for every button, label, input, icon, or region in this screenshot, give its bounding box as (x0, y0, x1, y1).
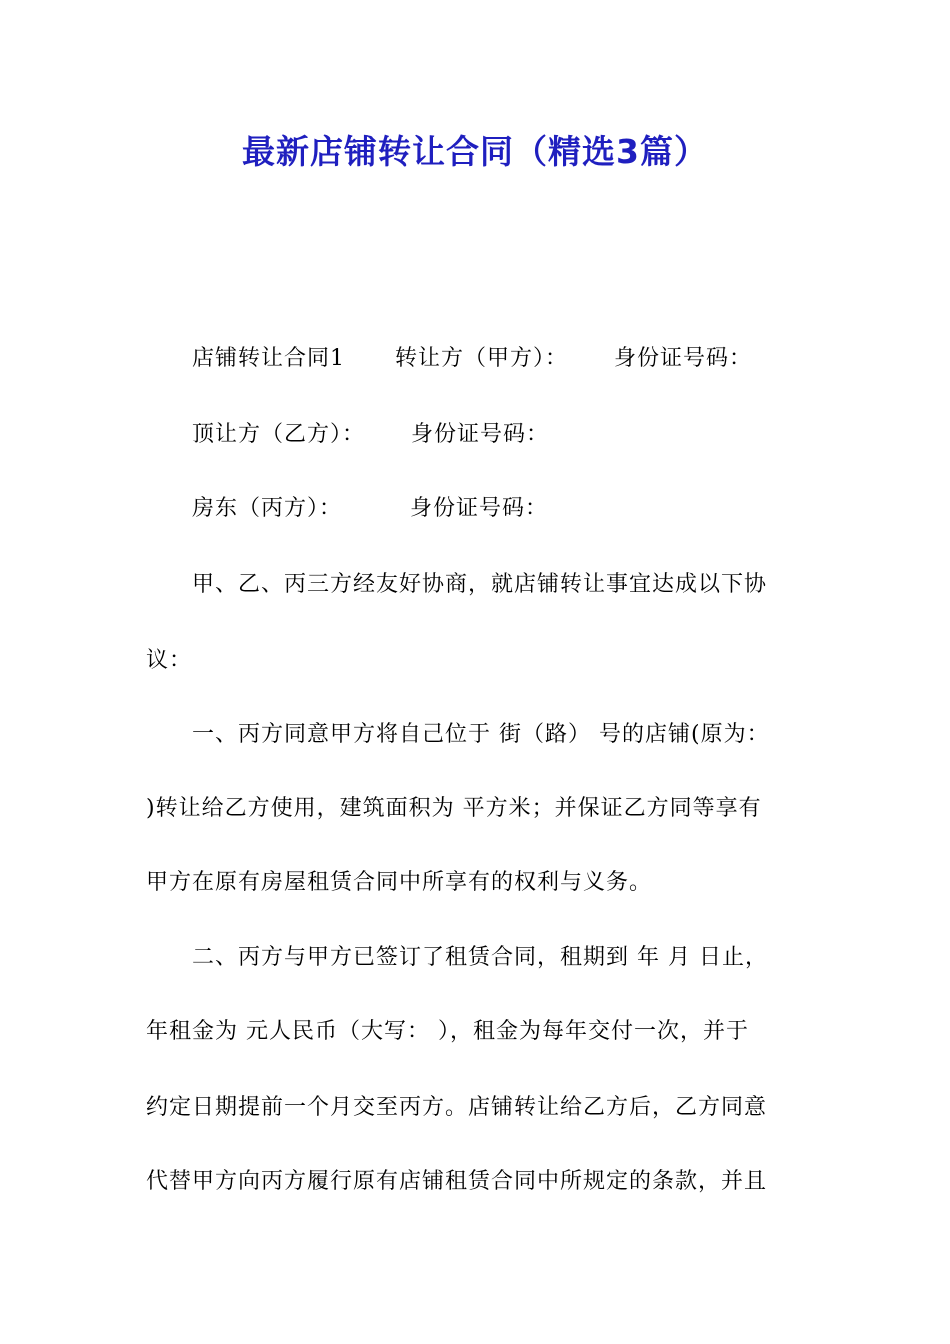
party-b-row (192, 420, 549, 450)
body-line: 甲、乙、丙三方经友好协商，就店铺转让事宜达成以下协 (192, 572, 768, 597)
party-c-row (192, 494, 548, 524)
id-number-label: 身份证号码： (411, 422, 550, 447)
landlord-label: 房东（丙方）： (192, 496, 343, 521)
transferor-label: 转让方（甲方）： (395, 346, 569, 371)
body-line: 甲方在原有房屋租赁合同中所享有的权利与义务。 (146, 870, 653, 895)
transferee-label: 顶让方（乙方）： (192, 422, 366, 447)
body-line: )转让给乙方使用，建筑面积为 平方米；并保证乙方同等享有 (146, 796, 762, 821)
id-number-label: 身份证号码： (410, 496, 549, 521)
body-line: 年租金为 元人民币（大写： ），租金为每年交付一次，并于 (146, 1019, 749, 1044)
id-number-label: 身份证号码： (614, 346, 753, 371)
body-line: 议： (146, 648, 193, 673)
contract-label: 店铺转让合同1 (192, 346, 345, 371)
document-title: 最新店铺转让合同（精选3篇） (242, 132, 708, 171)
body-line: 代替甲方向丙方履行原有店铺租赁合同中所规定的条款，并且 (146, 1169, 768, 1194)
party-a-row (192, 344, 752, 374)
body-line: 二、丙方与甲方已签订了租赁合同，租期到 年 月 日止， (192, 945, 768, 970)
body-line: 约定日期提前一个月交至丙方。店铺转让给乙方后，乙方同意 (146, 1095, 768, 1120)
body-line: 一、丙方同意甲方将自己位于 街（路） 号的店铺(原为： (192, 722, 770, 747)
